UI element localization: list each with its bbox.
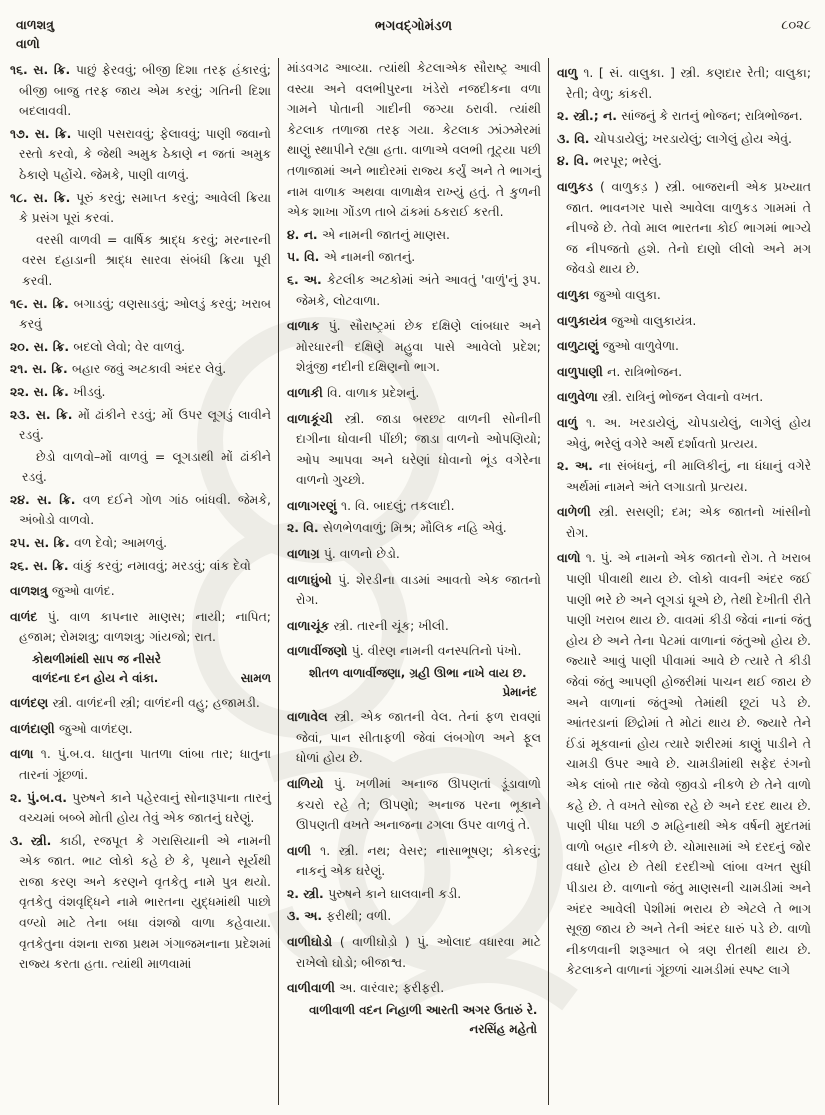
sense-item: ૧૬. સ. ક્રિ. પાછું ફેરવવું; બીજી દિશા તરફ હંકારવું; બીજી બાજુ તરફ જાય એમ કરવું; ગતિની દિશા બદલાવવી. (10, 62, 271, 119)
headword: વાળુવેળા (557, 389, 603, 405)
sense-number: ૨. અ. (557, 458, 599, 474)
dictionary-entry: વાળાવેલ સ્ત્રી. એક જાતની વેલ. તેનાં ફળ રાવણાં જેવાં, પાન સીતાફળી જેવાં લંબગોળ અને ફૂલ ધોળાં હોય છે. (287, 709, 542, 766)
headword: વાળાગરણું (287, 497, 342, 513)
column-2 (278, 58, 548, 1105)
sense-number: ૩. અ. (287, 908, 327, 924)
sense-number: ૨૦. સ. ક્રિ. (10, 338, 74, 354)
sense-number: ૪. વિ. (557, 153, 594, 169)
headword: વાળાકી (287, 384, 328, 400)
sense-item: ૧૭. સ. ક્રિ. પાણી પસરાવવું; ફેલાવવું; પાણી જવાનો રસ્તો કરવો, કે જેથી અમુક ઠેકાણે ન જતાં અમુક ઠેકાણે પહોંચે. જેમકે, પાણી વાળવું. (10, 125, 271, 182)
quote-line: વાળીવાળી વદન નિહાળી આરતી અગર ઉતારું રે. (309, 1002, 538, 1017)
dictionary-entry: વાળુકાયંત્ર જુઓ વાલુકાયંત્ર. (557, 312, 697, 328)
continuation-paragraph: માંડવગઢ આવ્યા. ત્યાંથી કેટલાએક સૌરાષ્ટ્ર આવી વસ્યા અને વલભીપુરના ખંડેરો નજદીકના વળા ગામને પોતાની ગાદીની જગ્યા ઠરાવી. ત્યાંથી કેટલાક તળાજા તરફ ગયા. કેટલાક ઝાંઝમેરમાં થાણું સ્થાપીને રહ્યા હતા. વાળાએ વલભી તૂટ્યા પછી તળાજામાં અને ભાદોરમાં રાજ્ય કર્યું અને તે ભાગનું નામ વાળાક અથવા વાળાક્ષેત્ર રાખ્યું હતું. તે કુળની એક શાખા ગોંડળ તાબે ઢાંકમાં ઠકરાઈ કરતી. (287, 60, 541, 220)
sense-item: ૨. સ્ત્રી.; ન. સાંજનું કે રાતનું ભોજન; રાત્રિભોજન. (557, 108, 803, 124)
quote-line: વાળંદના દન હોય ને વાંકા. સામળ (32, 669, 271, 688)
column-3 (548, 58, 818, 1105)
dictionary-entry: વાળાચૂંક સ્ત્રી. તારની ચૂંક; ખીલી. (287, 617, 449, 633)
dictionary-entry: વાળુપાણી ન. રાત્રિભોજન. (557, 363, 683, 379)
dictionary-entry: વાળુવેળા સ્ત્રી. રાત્રિનું ભોજન લેવાનો વખત. (557, 389, 764, 405)
sense-number: ૨૪. સ. ક્રિ. (10, 491, 83, 507)
headword: વાળા (10, 746, 41, 762)
sense-item: ૧૮. સ. ક્રિ. પૂરું કરવું; સમાપ્ત કરવું; આવેલી ક્રિયા કે પ્રસંગ પૂરાં કરવાં. (10, 189, 271, 226)
dictionary-entry: વાળાકી વિ. વાળાક પ્રદેશનું. (287, 384, 420, 400)
dictionary-entry: વાળંદણ સ્ત્રી. વાળંદની સ્ત્રી; વાળંદની વહુ; હજામડી. (10, 695, 260, 711)
sense-number: ૨૩. સ. ક્રિ. (10, 406, 79, 422)
headword: વાળો (557, 550, 586, 566)
sense-item: ૩. સ્ત્રી. કાઠી, રજપૂત કે ગરાસિયાની એ નામની એક જાત. ભાટ લોકો કહે છે કે, પૃથાને સૂર્યથી રાજા કરણ અને કરણને વૃતકેતુ નામે પુત્ર થયો. વૃતકેતુ વંશવૃદ્ધિને નામે ભારતના યુદ્ધમાંથી પાછો વળ્યો માટે તેના બધા વંશજો વાળા કહેવાયા. વૃતકેતુના વંશના રાજા પ્રથમ ગંગાજમનાના પ્રદેશમાં રાજ્ય કરતા હતા. ત્યાંથી માળવામાં (10, 832, 271, 972)
sense-item: ૨૫. સ. ક્રિ. વળ દેવો; આમળવું. (10, 535, 168, 551)
verse-quote (10, 650, 271, 688)
sense-item: ૪. વિ. ભરપૂર; ભરેલું. (557, 153, 662, 169)
sense-number: ૫. વિ. (287, 249, 324, 265)
sense-item: ૨૩. સ. ક્રિ. મોં ઢાંકીને રડવું; મોં ઉપર લૂગડું લાવીને રડવું. (10, 406, 271, 443)
dictionary-entry: વાળા ૧. પું.બ.વ. ધાતુના પાતળા લાંબા તાર; ધાતુના તારનાં ગૂંછળાં. (10, 746, 271, 782)
dictionary-entry: વાળાગ્ર પું. વાળનો છેડો. (287, 546, 400, 562)
sense-item: ૪. ન. એ નામની જાતનું માણસ. (287, 226, 450, 242)
text-columns (8, 58, 819, 1105)
headword: વાળાચૂંક (287, 617, 334, 633)
guide-words (16, 16, 176, 54)
sense-number: ૨૬. સ. ક્રિ. (10, 557, 73, 573)
sense-number: ૧૮. સ. ક્રિ. (10, 189, 77, 205)
sense-item: ૨૪. સ. ક્રિ. વળ દઈને ગોળ ગાંઠ બાંધવી. જેમકે, અંબોડો વાળવો. (10, 491, 271, 528)
sense-item: ૨૦. સ. ક્રિ. બદલો લેવો; વેર વાળવું. (10, 338, 186, 354)
dictionary-entry: વાળીઘોડો ( વાળીઘોડ઼ો ) પું. ઓલાદ વધારવા માટે રાખેલો ઘોડો; બીજાશ્વ. (287, 934, 541, 970)
page-header (0, 0, 825, 58)
dictionary-entry: વાળુ ૧. [ સં. વાલુકા. ] સ્ત્રી. કણદાર રેતી; વાલુકા; રેતી; વેળુ; કાંકરી. (557, 65, 812, 101)
dictionary-entry: વાળંદાણી જુઓ વાળંદણ. (10, 720, 133, 736)
headword: વાળીઘોડો (287, 934, 340, 950)
guide-word-top: વાળશત્રુ (16, 17, 54, 32)
sense-item: ૫. વિ. એ નામની જાતનું. (287, 249, 416, 265)
headword: વાળુકાયંત્ર (557, 312, 612, 328)
dictionary-entry: વાળુકડ ( વાળુકડ઼ ) સ્ત્રી. બાજરાની એક પ્રખ્યાત જાત. ભાવનગર પાસે આવેલા વાળુકડ ગામમાં તે નીપજે છે. તેવો માલ ભારતના કોઈ ભાગમાં ભાગ્યે જ નીપજતો હશે. તેનો દાણો લીલો અને મગ જેવડો થાય છે. (557, 178, 811, 277)
quote-line: શીતળ વાળાવીંજણા, ગ્રહી ઊભા નાખે વાય છ. (309, 666, 527, 681)
sense-number: ૨૫. સ. ક્રિ. (10, 535, 75, 551)
sense-number: ૩. સ્ત્રી. (10, 832, 60, 848)
sense-number: ૨. વિ. (287, 520, 323, 536)
dictionary-entry: વાળેળી સ્ત્રી. સસણી; દમ; એક જાતનો ખાંસીનો રોગ. (557, 504, 811, 540)
headword: વાળુકા (557, 286, 594, 302)
book-title: ભગવદ્ગોમંડળ (374, 18, 453, 34)
dictionary-entry: વાળીવાળી અ. વારંવાર; ફરીફરી. (287, 980, 445, 996)
headword: વાળુકડ (557, 178, 601, 194)
sense-number: ૨૨. સ. ક્રિ. (10, 383, 74, 399)
headword: વાળિયો (287, 775, 334, 791)
sense-number: ૧૭. સ. ક્રિ. (10, 125, 77, 141)
dictionary-entry: વાળંદ પું. વાળ કાપનાર માણસ; નાયી; નાપિત; હજામ; રોમશત્રુ; વાળશત્રુ; ગાંયજો; રાત. (10, 608, 271, 645)
sense-number: ૨. સ્ત્રી. (287, 885, 329, 901)
column-1 (8, 58, 278, 1105)
headword: વાળાઘુંબો (287, 571, 339, 587)
sub-definition: વરસી વાળવી = વાર્ષિક શ્રાદ્ધ કરવું; મરનારની વરસ દહાડાની શ્રાદ્ધ સારવા સંબંધી ક્રિયા પૂરી કરવી. (22, 231, 271, 288)
dictionary-entry: વાળિયો પું. ખળીમાં અનાજ ઊપણતાં ડૂંડાવાળો કચરો રહે તે; ઊપણો; અનાજ પરના ભૂકાને ઊપણતી વખતે અનાજના ઢગલા ઉપર વાળવું તે. (287, 775, 542, 833)
sense-number: ૪. ન. (287, 226, 322, 242)
headword: વાળંદણ (10, 695, 53, 711)
page-number: ૮૦૨૮ (781, 18, 811, 33)
quote-attribution: પ્રેમાનંદ (502, 685, 537, 700)
headword: વાળું (557, 414, 586, 430)
dictionary-entry: વાળાકૂંચી સ્ત્રી. જાડા બરછટ વાળની સોનીની દાગીના ધોવાની પીંછી; જાડા વાળનો ઓપણિયો; ઓપ આપવા અને ઘરેણાં ધોવાનો ભૂંડ વગેરેના વાળનો ગુચ્છો. (287, 410, 541, 488)
sense-number: ૨. સ્ત્રી.; ન. (557, 108, 622, 124)
verse-quote (287, 1001, 541, 1039)
headword: વાળુ (557, 65, 584, 80)
sense-item: ૨૧. સ. ક્રિ. બહાર જવું અટકાવી અંદર લેવું. (10, 361, 227, 377)
sense-number: ૩. વિ. (557, 130, 594, 146)
headword: વાળાક (287, 318, 329, 334)
sense-item: ૧૯. સ. ક્રિ. બગાડવું; વણસાડવું; ઓલડું કરવું; ખરાબ કરવું (10, 295, 271, 332)
dictionary-entry: વાળાઘુંબો પું. શેરડીના વાડમાં આવતો એક જાતનો રોગ. (287, 571, 541, 608)
headword: વાળુપાણી (557, 363, 608, 379)
sense-number: ૬. અ. (287, 271, 327, 287)
headword: વાળુટાણું (557, 338, 603, 354)
sense-item: ૨૨. સ. ક્રિ. ખીડવું. (10, 383, 106, 399)
headword: વાળાગ્ર (287, 546, 324, 562)
dictionary-entry: વાળી ૧. સ્ત્રી. નથ; વેસર; નાસાભૂષણ; કોકરવું; નાકનું એક ઘરેણું. (287, 842, 542, 879)
headword: વાળશત્રુ (10, 583, 52, 599)
sense-item: ૨. વિ. સેળભેળવાળું; મિશ્ર; મૌલિક નહિ એવું. (287, 520, 507, 536)
quote-line: કોથળીમાંથી સાપ જ નીસરે (32, 652, 161, 667)
headword: વાળાકૂંચી (287, 410, 345, 426)
dictionary-entry: વાળશત્રુ જુઓ વાળંદ. (10, 583, 115, 599)
sense-number: ૧૯. સ. ક્રિ. (10, 295, 74, 311)
dictionary-entry: વાળુટાણું જુઓ વાળુવેળા. (557, 338, 679, 354)
headword: વાળાવેલ (287, 709, 335, 725)
dictionary-entry: વાળાવીંજણો પું. વીરણ નામની વનસ્પતિનો પંખો. (287, 643, 522, 659)
sense-item: ૨. અ. ના સંબંધનું, ની માલિકીનું, ના ધંધાનું વગેરે અર્થમાં નામને અંતે લગાડાતો પ્રત્યય. (557, 458, 812, 494)
sense-number: ૨૧. સ. ક્રિ. (10, 361, 72, 377)
headword: વાળાવીંજણો (287, 643, 352, 659)
dictionary-entry: વાળાગરણું ૧. વિ. બાદલું; તકલાદી. (287, 497, 455, 513)
quote-attribution: નરસિંહ મહેતો (469, 1021, 537, 1036)
dictionary-entry: વાળો ૧. પું. એ નામનો એક જાતનો રોગ. તે ખરાબ પાણી પીવાથી થાય છે. લોકો વાવની અંદર જઈ પાણી ભરે છે અને લૂગડાં ધૂએ છે, તેથી દેખીતી રીતે પાણી ખરાબ થાય છે. વાવમાં કીડી જેવાં નાનાં જંતુ હોય છે અને તેના પેટમાં વાળાનાં જંતુઓ હોય છે. જ્યારે આવું પાણી પીવામાં આવે છે ત્યારે તે કીડી જેવાં જંતુ આપણી હોજરીમાં પાચન થઈ જાય છે અને વાળાનાં જંતુઓ તેમાંથી છૂટાં પડે છે. આંતરડાનાં છિદ્રોમાં તે મોટાં થાય છે. જ્યારે તેને ઈંડાં મૂકવાનાં હોય ત્યારે શરીરમાં કાણું પાડીને તે ચામડી ઉપર આવે છે. ચામડીમાંથી સફેદ રંગનો એક લાંબો તાર જેવો જીવડો નીકળે છે તેને વાળો કહે છે. તે વખતે સોજા રહે છે અને દરદ થાય છે. પાણી પીધા પછી ૭ મહિનાથી એક વર્ષની મુદતમાં વાળો બહાર નીકળે છે. ચોમાસામાં એ દરદનું જોર વધારે હોય છે તેથી દરદીઓ લાંબા વખત સુધી પીડાય છે. વાળાનો જંતુ માણસની ચામડીમાં અને અંદર આવેલી પેશીમાં ભરાય છે એટલે તે ભાગ સૂજી જાય છે અને તેની અંદર ધારું પડે છે. વાળો નીકળવાની શરૂઆત બે ત્રણ રીતથી થાય છે. કેટલાકને વાળાનાં ગૂંછળાં ચામડીમાં સ્પષ્ટ લાગે (557, 550, 811, 978)
headword: વાળીવાળી (287, 980, 340, 996)
sense-item: ૨૬. સ. ક્રિ. વાંકું કરવું; નમાવવું; મરડવું; વાંક દેવો (10, 557, 251, 573)
headword: વાળેળી (557, 504, 599, 520)
sense-item: ૨. પું.બ.વ. પુરુષને કાને પહેરવાનું સોનારૂપાના તારનું વચ્ચમાં બબ્બે મોતી હોય તેવું એક જાતનું ઘરેણું. (10, 789, 271, 826)
guide-word-bottom: વાળો (16, 35, 40, 51)
sense-item: ૩. અ. ફરીથી; વળી. (287, 908, 392, 924)
dictionary-entry: વાળું ૧. અ. ખરડાયેલું, ચોપડાયેલું, લાગેલું હોય એવું, ભરેલું વગેરે અર્થે દર્શાવતો પ્રત્યય. (557, 414, 812, 451)
sub-definition: છેડો વાળવો–મોં વાળવું = લૂગડાથી મોં ઢાંકીને રડવું. (22, 448, 271, 485)
sense-number: ૨. પું.બ.વ. (10, 789, 73, 805)
quote-attribution: સામળ (240, 671, 271, 686)
sense-item: ૨. સ્ત્રી. પુરુષને કાને ઘાલવાની કડી. (287, 885, 462, 901)
headword: વાળંદાણી (10, 720, 60, 736)
headword: વાળી (287, 842, 321, 858)
headword: વાળંદ (10, 608, 48, 624)
sense-item: ૬. અ. કેટલીક અટકોમાં અંતે આવતું 'વાળું'નું રૂપ. જેમકે, લોટવાળા. (287, 271, 541, 308)
dictionary-entry: વાળાક પું. સૌરાષ્ટ્રમાં છેક દક્ષિણે લાંબધાર અને મોરધારની દક્ષિણે મહુવા પાસે આવેલો પ્રદેશ; શેત્રુંજી નદીની દક્ષિણનો ભાગ. (287, 318, 541, 375)
sense-number: ૧૬. સ. ક્રિ. (10, 62, 76, 77)
sense-item: ૩. વિ. ચોપડાયેલું; ખરડાયેલું; લાગેલું હોય એવું. (557, 130, 792, 146)
verse-quote (287, 664, 541, 702)
dictionary-entry: વાળુકા જુઓ વાલુકા. (557, 286, 661, 302)
